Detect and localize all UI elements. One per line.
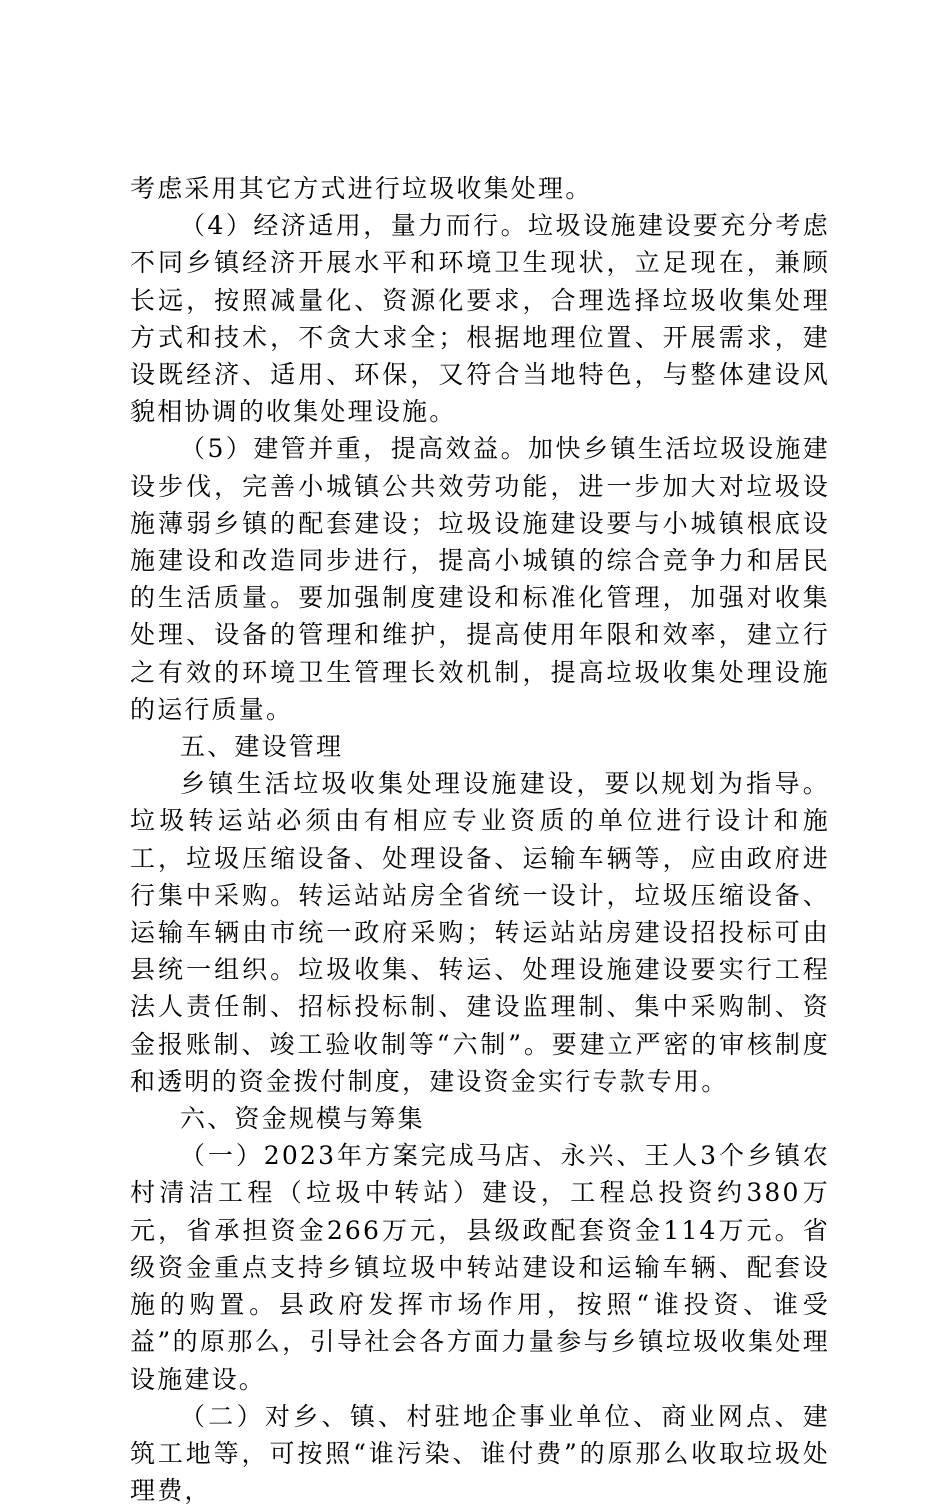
paragraph-funding-1: （一）2023年方案完成马店、永兴、王人3个乡镇农村清洁工程（垃圾中转站）建设，工程总投资约380万元，省承担资金266万元，县级政配套资金114万元。省级资金重点支持乡镇垃圾中转站建设和运输车辆、配套设施的购置。县政府发挥市场作用，按照“谁投资、谁受益”的原那么，引导社会各方面力量参与乡镇垃圾收集处理设施建设。 xyxy=(130,1141,830,1394)
paragraph-construction-management: 乡镇生活垃圾收集处理设施建设，要以规划为指导。垃圾转运站必须由有相应专业资质的单位进行设计和施工，垃圾压缩设备、处理设备、运输车辆等，应由政府进行集中采购。转运站站房全省统一设计，垃圾压缩设备、运输车辆由市统一政府采购；转运站站房建设招投标可由县统一组织。垃圾收集、转运、处理设施建设要实行工程法人责任制、招标投标制、建设监理制、集中采购制、资金报账制、竣工验收制等“六制”。要建立严密的审核制度和透明的资金拨付制度，建设资金实行专款专用。 xyxy=(130,769,830,1096)
paragraph-continuation: 考虑采用其它方式进行垃圾收集处理。 xyxy=(130,174,593,203)
section-heading-funding: 六、资金规模与筹集 xyxy=(180,1104,425,1134)
paragraph-item-4: （4）经济适用，量力而行。垃圾设施建设要充分考虑不同乡镇经济开展水平和环境卫生现状，立足现在，兼顾长远，按照减量化、资源化要求，合理选择垃圾收集处理方式和技术，不贪大求全；根据地理位置、开展需求，建设既经济、适用、环保，又符合当地特色，与整体建设风貌相协调的收集处理设施。 xyxy=(130,211,830,427)
section-heading-construction-management: 五、建设管理 xyxy=(180,732,344,762)
paragraph-funding-2: （二）对乡、镇、村驻地企事业单位、商业网点、建筑工地等，可按照“谁污染、谁付费”的原那么收取垃圾处理费， xyxy=(130,1401,830,1506)
document-body xyxy=(130,170,830,1509)
paragraph-item-5: （5）建管并重，提高效益。加快乡镇生活垃圾设施建设步伐，完善小城镇公共效劳功能，进一步加大对垃圾设施薄弱乡镇的配套建设；垃圾设施建设要与小城镇根底设施建设和改造同步进行，提高小城镇的综合竞争力和居民的生活质量。要加强制度建设和标准化管理，加强对收集处理、设备的管理和维护，提高使用年限和效率，建立行之有效的环境卫生管理长效机制，提高垃圾收集处理设施的运行质量。 xyxy=(130,434,830,724)
